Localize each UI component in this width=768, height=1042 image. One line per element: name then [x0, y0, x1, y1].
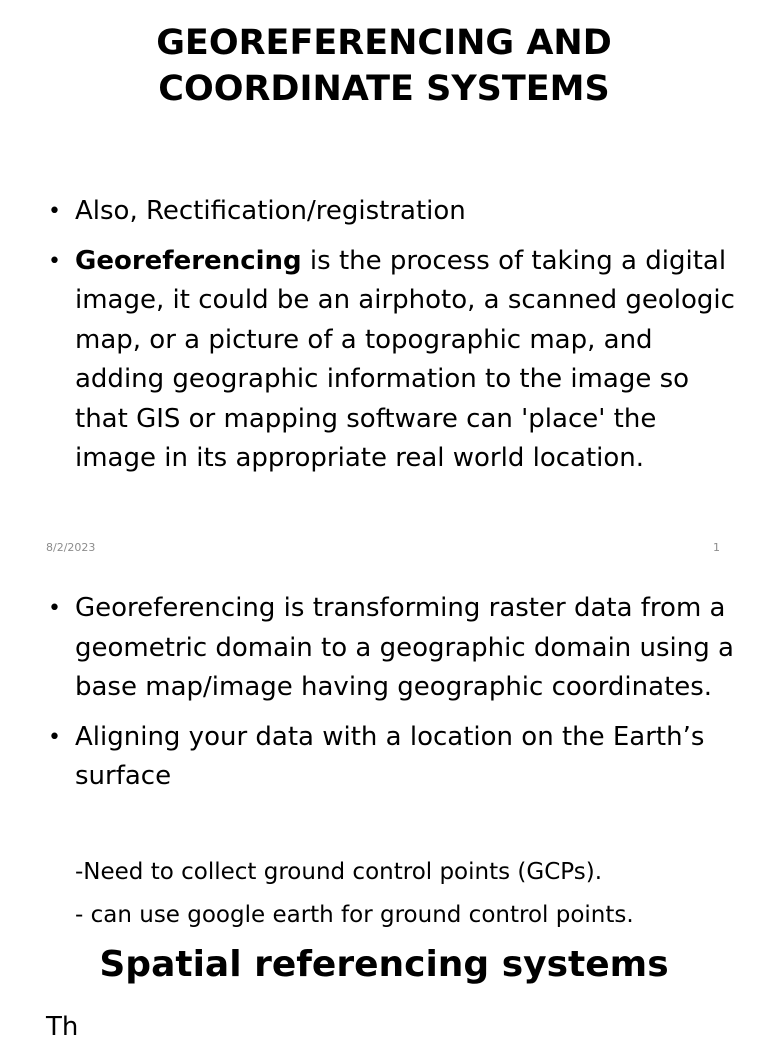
bullet-item — [48, 192, 738, 232]
bullet-text: is the process of taking a digital image, it could be an airphoto, a scanned geologic map, or a picture of a topographic map, and adding geographic information to the image so that GIS or mapping software can 'place' the image in its appropriate real world location. — [75, 245, 735, 473]
bullet-item — [48, 242, 738, 479]
bullet-text: Aligning your data with a location on the Earth’s surface — [75, 721, 705, 791]
bullet-dot: • — [48, 199, 61, 224]
title-line-2: COORDINATE SYSTEMS — [158, 69, 610, 109]
slide-title — [0, 20, 768, 112]
bullet-dot: • — [48, 596, 61, 621]
cut-off-text: Th — [46, 1012, 79, 1042]
section-heading: Spatial referencing systems — [99, 944, 669, 985]
bullet-item — [48, 589, 738, 708]
bullet-text: Georeferencing is transforming raster data from a geometric domain to a geographic domain using a base map/image having geographic coordinates. — [75, 593, 734, 702]
bullet-item — [48, 718, 738, 797]
footer-page-number: 1 — [713, 541, 720, 554]
footer-date: 8/2/2023 — [46, 541, 96, 554]
bold-term: Georeferencing — [75, 245, 302, 276]
bullet-list-1 — [48, 192, 738, 489]
sub-note: -Need to collect ground control points (GCPs). — [75, 859, 603, 885]
bullet-text: Also, Rectification/registration — [75, 196, 466, 226]
bullet-dot: • — [48, 248, 61, 274]
bullet-dot: • — [48, 724, 61, 750]
bullet-list-2 — [48, 589, 738, 807]
title-line-1: GEOREFERENCING AND — [156, 23, 612, 63]
sub-note: - can use google earth for ground control points. — [75, 902, 634, 928]
